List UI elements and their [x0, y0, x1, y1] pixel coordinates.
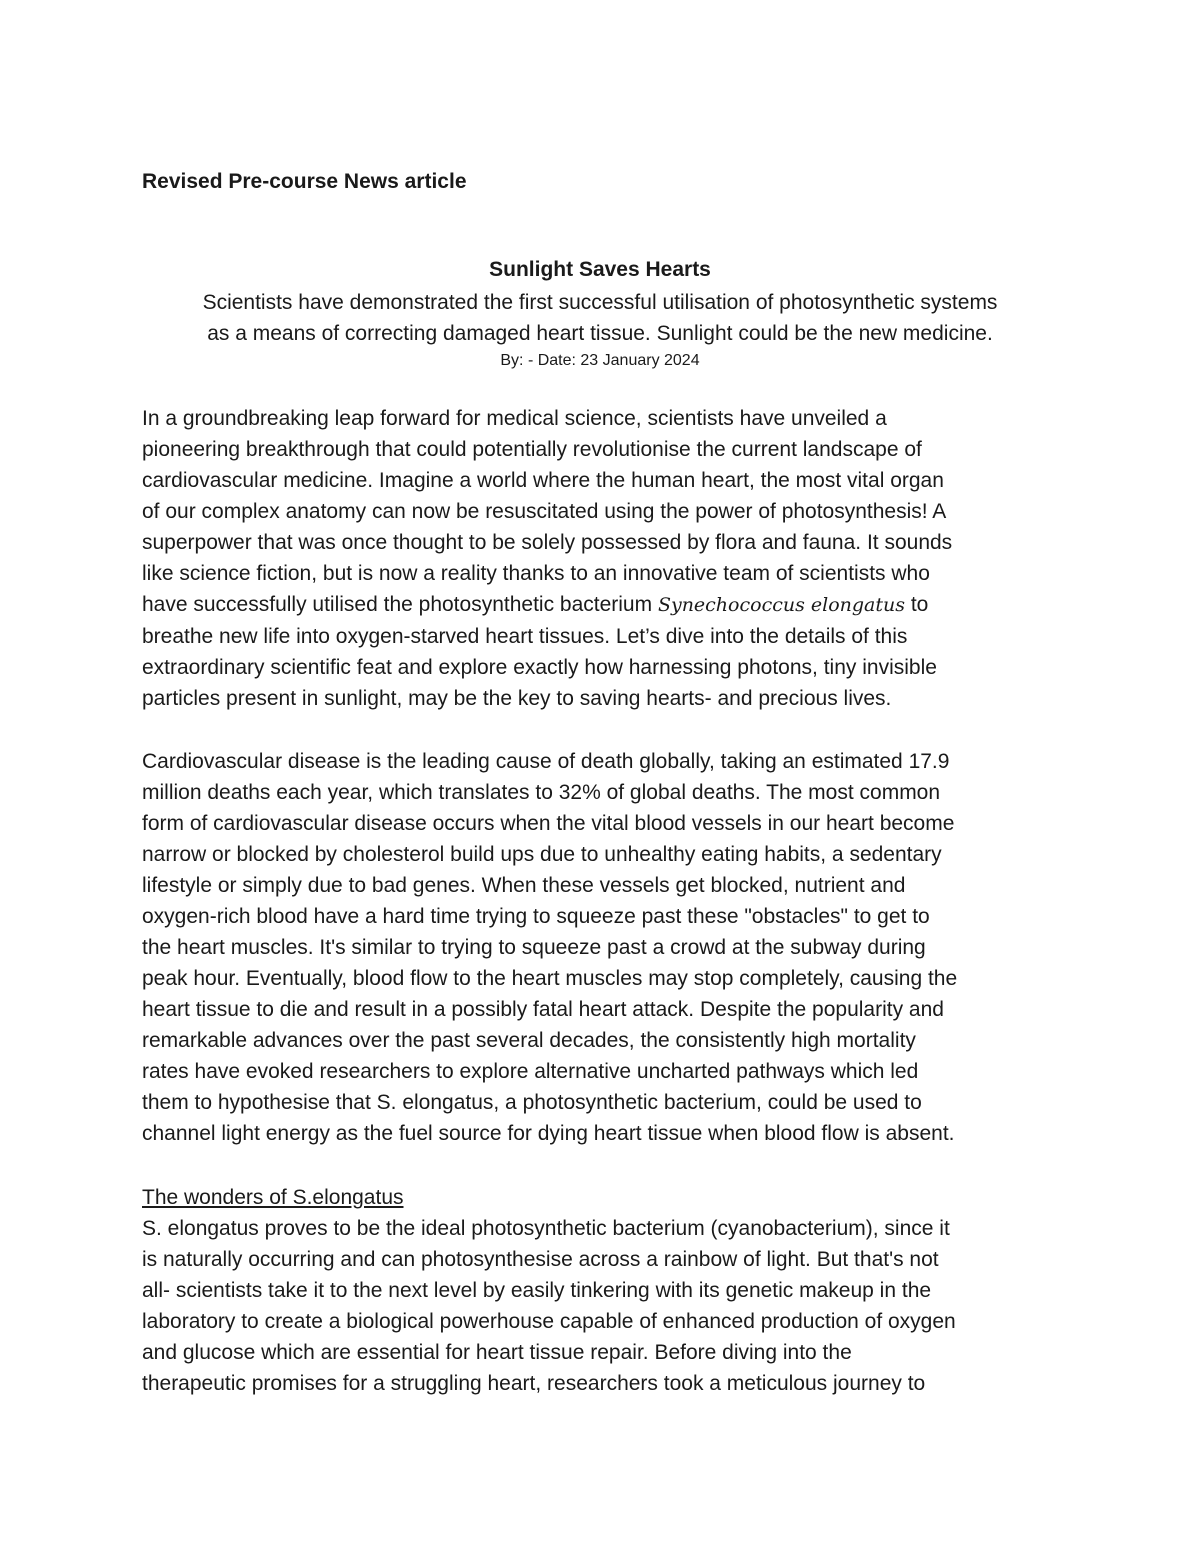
paragraph-line: narrow or blocked by cholesterol build ups due to unhealthy eating habits, a sedentary [142, 843, 942, 866]
paragraph-line: particles present in sunlight, may be the key to saving hearts- and precious lives. [142, 687, 892, 710]
paragraph-line: peak hour. Eventually, blood flow to the heart muscles may stop completely, causing the [142, 967, 958, 990]
paragraph-line: breathe new life into oxygen-starved heart tissues. Let’s dive into the details of this [142, 625, 908, 648]
subtitle-line: Scientists have demonstrated the first successful utilisation of photosynthetic systems [202, 291, 998, 314]
document-heading: Revised Pre-course News article [142, 170, 467, 193]
paragraph-line: and glucose which are essential for heart tissue repair. Before diving into the [142, 1341, 852, 1364]
paragraph-line: channel light energy as the fuel source for dying heart tissue when blood flow is absent. [142, 1122, 955, 1145]
paragraph-line: the heart muscles. It's similar to trying to squeeze past a crowd at the subway during [142, 936, 926, 959]
paragraph-line: In a groundbreaking leap forward for medical science, scientists have unveiled a [142, 407, 887, 430]
paragraph-line [142, 589, 1062, 621]
paragraph-line: Cardiovascular disease is the leading cause of death globally, taking an estimated 17.9 [142, 750, 950, 773]
section-heading: The wonders of S.elongatus [142, 1186, 404, 1209]
subtitle-line: as a means of correcting damaged heart tissue. Sunlight could be the new medicine. [207, 322, 993, 345]
paragraph-line: extraordinary scientific feat and explore exactly how harnessing photons, tiny invisible [142, 656, 937, 679]
byline: By: - Date: 23 January 2024 [500, 352, 700, 369]
paragraph-line: therapeutic promises for a struggling heart, researchers took a meticulous journey to [142, 1372, 926, 1395]
paragraph-line: form of cardiovascular disease occurs when the vital blood vessels in our heart become [142, 812, 955, 835]
paragraph-line: remarkable advances over the past several decades, the consistently high mortality [142, 1029, 916, 1052]
paragraph-line: superpower that was once thought to be solely possessed by flora and fauna. It sounds [142, 531, 953, 554]
paragraph-line: million deaths each year, which translates to 32% of global deaths. The most common [142, 781, 941, 804]
paragraph-line: them to hypothesise that S. elongatus, a photosynthetic bacterium, could be used to [142, 1091, 922, 1114]
paragraph-line: oxygen-rich blood have a hard time trying to squeeze past these "obstacles" to get to [142, 905, 930, 928]
wonders-section [142, 1182, 1062, 1399]
paragraph-line: lifestyle or simply due to bad genes. When these vessels get blocked, nutrient and [142, 874, 906, 897]
line-text: to [904, 593, 929, 616]
paragraph-line: rates have evoked researchers to explore alternative uncharted pathways which led [142, 1060, 919, 1083]
paragraph-line: cardiovascular medicine. Imagine a world where the human heart, the most vital organ [142, 469, 944, 492]
paragraph-line: is naturally occurring and can photosynthesise across a rainbow of light. But that's not [142, 1248, 939, 1271]
paragraph-line: heart tissue to die and result in a possibly fatal heart attack. Despite the popularity and [142, 998, 944, 1021]
cardiovascular-paragraph [142, 746, 1062, 1149]
paragraph-line: pioneering breakthrough that could potentially revolutionise the current landscape of [142, 438, 922, 461]
paragraph-line: like science fiction, but is now a reality thanks to an innovative team of scientists who [142, 562, 930, 585]
intro-paragraph [142, 403, 1062, 714]
article-subtitle [142, 287, 1058, 349]
paragraph-line: all- scientists take it to the next level by easily tinkering with its genetic makeup in the [142, 1279, 932, 1302]
paragraph-line: of our complex anatomy can now be resuscitated using the power of photosynthesis! A [142, 500, 947, 523]
species-name: Synechococcus elongatus [657, 594, 905, 616]
paragraph-line: laboratory to create a biological powerhouse capable of enhanced production of oxygen [142, 1310, 956, 1333]
paragraph-line: S. elongatus proves to be the ideal photosynthetic bacterium (cyanobacterium), since it [142, 1217, 950, 1240]
article-title: Sunlight Saves Hearts [489, 258, 711, 281]
line-text: have successfully utilised the photosynthetic bacterium [142, 593, 658, 616]
